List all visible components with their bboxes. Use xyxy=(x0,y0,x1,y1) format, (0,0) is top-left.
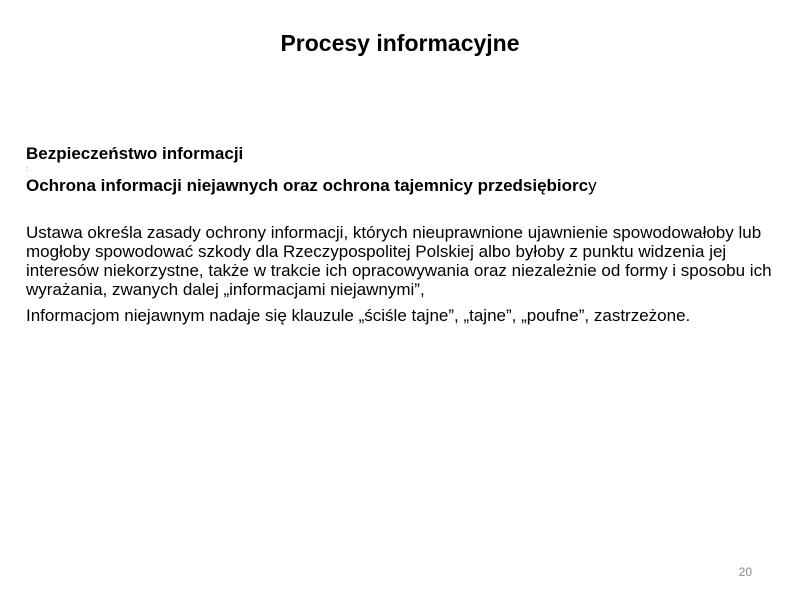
slide-content xyxy=(26,143,778,325)
section-subheading xyxy=(26,175,778,197)
section-heading: Bezpieczeństwo informacji xyxy=(26,144,244,163)
subheading-last-letter: y xyxy=(588,176,597,195)
body-paragraph-1: Ustawa określa zasady ochrony informacji, których nieuprawnione ujawnienie spowodowałoby lub mogłoby spowodować szkody dla Rzeczypospolitej Polskiej albo byłoby z punktu widzenia jej interesów niekorzystne, także w trakcie ich opracowywania oraz niezależnie od formy i sposobu ich wyrażania, zwanych dalej „informacjami niejawnymi”, xyxy=(26,223,772,299)
subheading-text: Ochrona informacji niejawnych oraz ochrona tajemnicy przedsiębiorc xyxy=(26,176,589,195)
slide-title: Procesy informacyjne xyxy=(280,30,520,56)
page-number: 20 xyxy=(738,565,752,579)
body-paragraph-2: Informacjom niejawnym nadaje się klauzule „ściśle tajne”, „tajne”, „poufne”, zastrzeżone. xyxy=(26,306,691,325)
separator-mark: : xyxy=(26,166,28,173)
